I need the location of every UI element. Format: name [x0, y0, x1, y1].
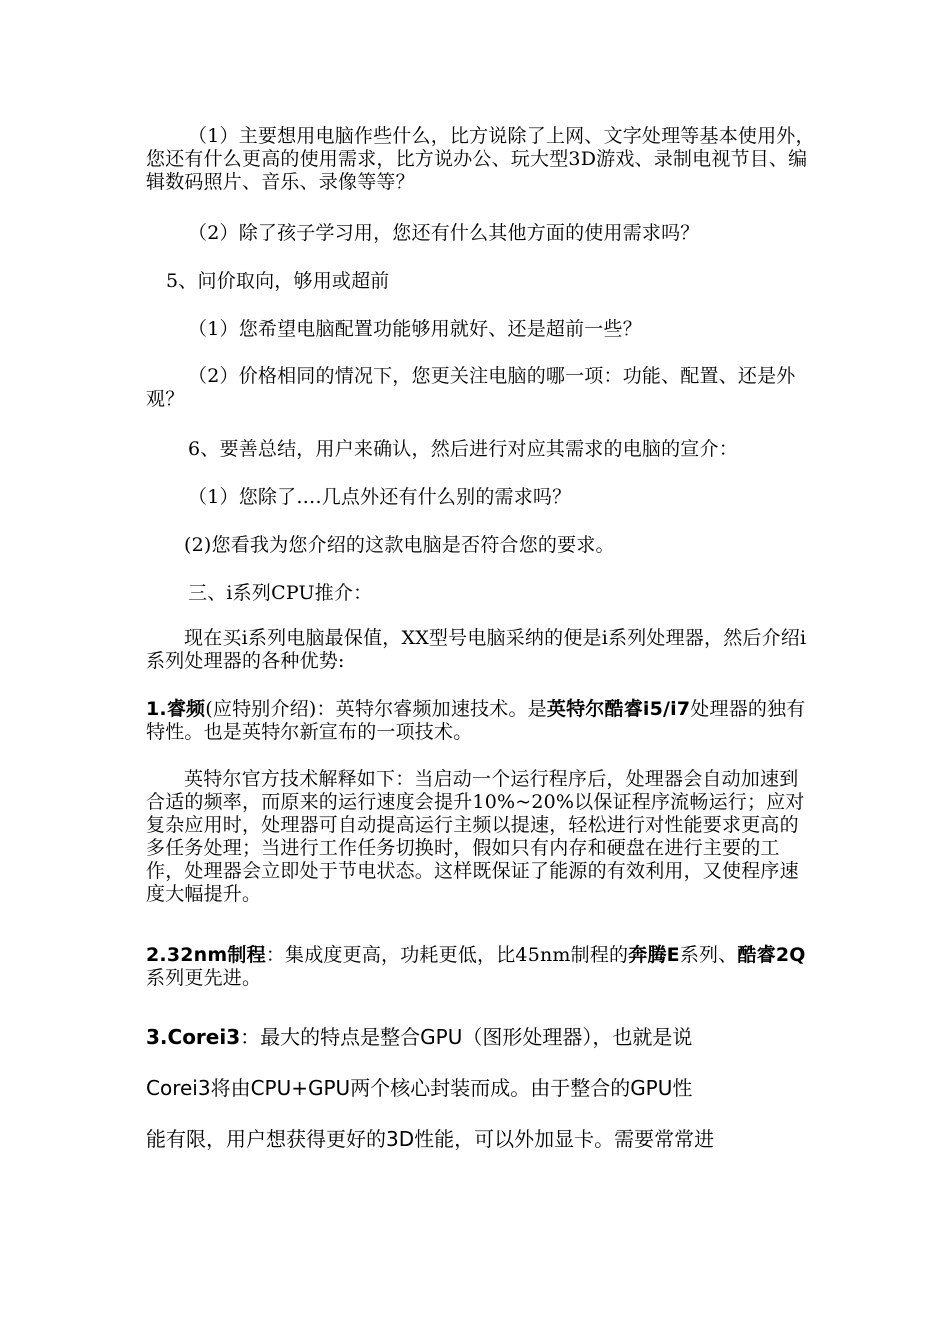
paragraph-other-needs: （2）除了孩子学习用，您还有什么其他方面的使用需求吗？ — [188, 222, 700, 244]
paragraph-turbo-explanation: 英特尔官方技术解释如下：当启动一个运行程序后，处理器会自动加速到合适的频率，而原来的运行速度会提升10%~20%以保证程序流畅运行；应对复杂应用时，处理器可自动提高运行主频以提速，轻松进行对性能要求更高的多任务处理；当进行工作任务切换时，假如只有内存和硬盘在进行主要的工作，处理器会立即处于节电状态。这样既保证了能源的有效利用，又使程序速度大幅提升。 — [146, 768, 805, 905]
paragraph-i-series-value: 现在买i系列电脑最保值，XX型号电脑采纳的便是i系列处理器，然后介绍i系列处理器的各种优势: — [146, 627, 807, 672]
item-32nm-tail: 系列更先进。 — [146, 967, 262, 989]
item-corei3-text1: ：最大的特点是整合GPU（图形处理器），也就是说 — [240, 1025, 693, 1049]
item-32nm-text: ：集成度更高，功耗更低，比45nm制程的 — [265, 944, 629, 966]
item-32nm-title: 2.32nm制程 — [146, 944, 266, 966]
paragraph-usage-needs: （1）主要想用电脑作些什么，比方说除了上网、文字处理等基本使用外，您还有什么更高的使用需求，比方说办公、玩大型3D游戏、录制电视节目、编辑数码照片、音乐、录像等等？ — [146, 125, 815, 193]
heading-price-orientation: 5、问价取向，够用或超前 — [166, 270, 390, 292]
paragraph-config-preference: （1）您希望电脑配置功能够用就好、还是超前一些？ — [188, 318, 642, 340]
paragraph-meets-requirements: (2)您看我为您介绍的这款电脑是否符合您的要求。 — [184, 534, 615, 556]
heading-summarize: 6、要善总结，用户来确认，然后进行对应其需求的电脑的宣介： — [188, 438, 738, 460]
item-corei3-line3: 能有限，用户想获得更好的3D性能，可以外加显卡。需要常常进 — [146, 1127, 715, 1151]
paragraph-priority-question: （2）价格相同的情况下，您更关注电脑的哪一项：功能、配置、还是外观？ — [146, 365, 796, 410]
item-32nm-text2: 系列、 — [679, 944, 738, 966]
item-turbo-boost-product: 英特尔酷睿i5/i7 — [546, 698, 691, 720]
item-turbo-boost-title: 1.睿频 — [146, 698, 206, 720]
paragraph-other-requirements: （1）您除了….几点外还有什么别的需求吗？ — [188, 486, 572, 508]
item-turbo-boost-text: (应特别介绍)：英特尔睿频加速技术。是 — [205, 698, 547, 720]
item-32nm-pentium: 奔腾E — [628, 944, 680, 966]
item-corei3-line2: Corei3将由CPU+GPU两个核心封装而成。由于整合的GPU性 — [146, 1076, 693, 1100]
item-corei3-line1 — [146, 1024, 836, 1050]
item-turbo-boost-tail: 处理器的独有特性。也是英特尔新宣布的一项技术。 — [146, 698, 806, 743]
heading-i-series-cpu: 三、i系列CPU推介： — [188, 582, 373, 604]
item-turbo-boost — [146, 698, 816, 744]
item-32nm-core2q: 酷睿2Q — [737, 944, 806, 966]
item-32nm-process — [146, 944, 816, 990]
item-corei3-title: 3.Corei3 — [146, 1025, 241, 1049]
